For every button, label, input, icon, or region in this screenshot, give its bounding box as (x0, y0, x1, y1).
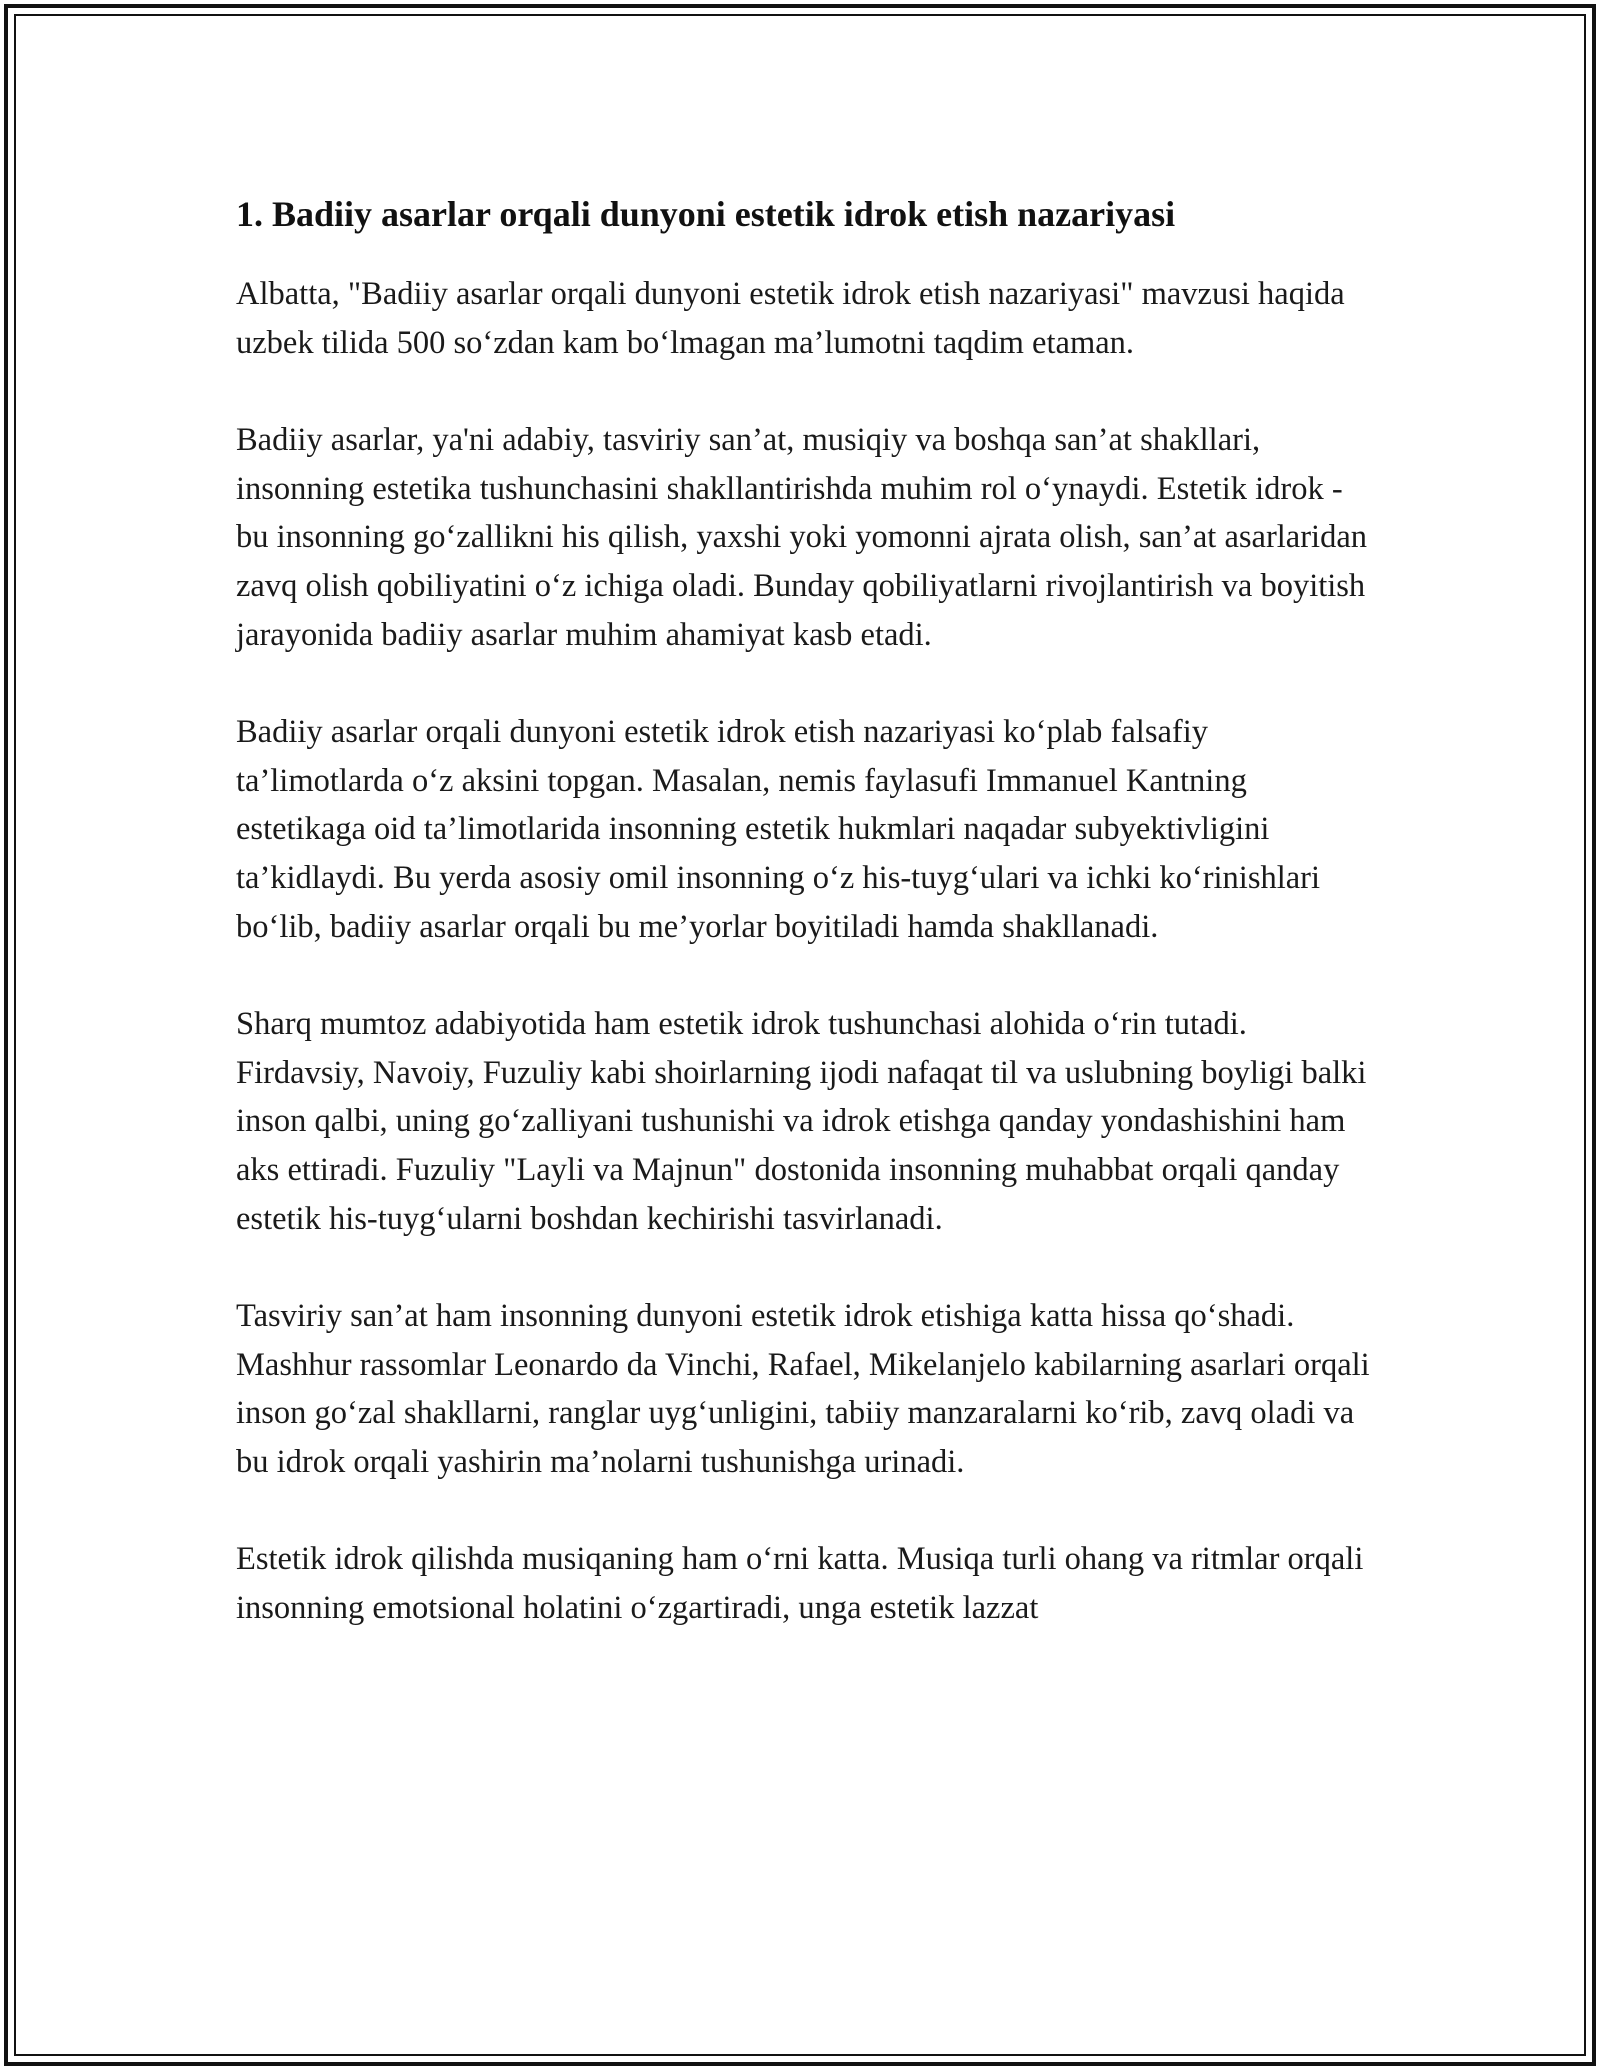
paragraph-visual-art: Tasviriy san’at ham insonning dunyoni estetik idrok etishiga katta hissa qo‘shadi. Mashhur rassomlar Leonardo da Vinchi, Rafael, Mikelanjelo kabilarning asarlari orqali inson go‘zal shakllarni, ranglar uyg‘unligini, tabiiy manzaralarni ko‘rib, zavq oladi va bu idrok orqali yashirin ma’nolarni tushunishga urinadi. (236, 1298, 1370, 1480)
paragraph-eastern-literature: Sharq mumtoz adabiyotida ham estetik idrok tushunchasi alohida o‘rin tutadi. Firdavsiy, Navoiy, Fuzuliy kabi shoirlarning ijodi nafaqat til va uslubning boyligi balki inson qalbi, uning go‘zalliyani tushunishi va idrok etishga qanday yondashishini ham aks ettiradi. Fuzuliy "Layli va Majnun" dostonida insonning muhabbat orqali qanday estetik his-tuyg‘ularni boshdan kechirishi tasvirlanadi. (236, 1006, 1367, 1237)
section-heading: 1. Badiiy asarlar orqali dunyoni estetik idrok etish nazariyasi (236, 194, 1176, 234)
paragraph-philosophy: Badiiy asarlar orqali dunyoni estetik idrok etish nazariyasi ko‘plab falsafiy ta’limotlarda o‘z aksini topgan. Masalan, nemis faylasufi Immanuel Kantning estetikaga oid ta’limotlarida insonning estetik hukmlari naqadar subyektivligini ta’kidlaydi. Bu yerda asosiy omil insonning o‘z his-tuyg‘ulari va ichki ko‘rinishlari bo‘lib, badiiy asarlar orqali bu me’yorlar boyitiladi hamda shakllanadi. (236, 714, 1321, 945)
paragraph-intro: Albatta, "Badiiy asarlar orqali dunyoni estetik idrok etish nazariyasi" mavzusi haqida uzbek tilida 500 so‘zdan kam bo‘lmagan ma’lumotni taqdim etaman. (236, 276, 1345, 361)
document-page (236, 186, 1376, 1633)
paragraph-art-forms: Badiiy asarlar, ya'ni adabiy, tasviriy san’at, musiqiy va boshqa san’at shakllari, insonning estetika tushunchasini shakllantirishda muhim rol o‘ynaydi. Estetik idrok - bu insonning go‘zallikni his qilish, yaxshi yoki yomonni ajrata olish, san’at asarlaridan zavq olish qobiliyatini o‘z ichiga oladi. Bunday qobiliyatlarni rivojlantirish va boyitish jarayonida badiiy asarlar muhim ahamiyat kasb etadi. (236, 422, 1367, 653)
paragraph-music: Estetik idrok qilishda musiqaning ham o‘rni katta. Musiqa turli ohang va ritmlar orqali insonning emotsional holatini o‘zgartiradi, unga estetik lazzat (236, 1541, 1364, 1627)
